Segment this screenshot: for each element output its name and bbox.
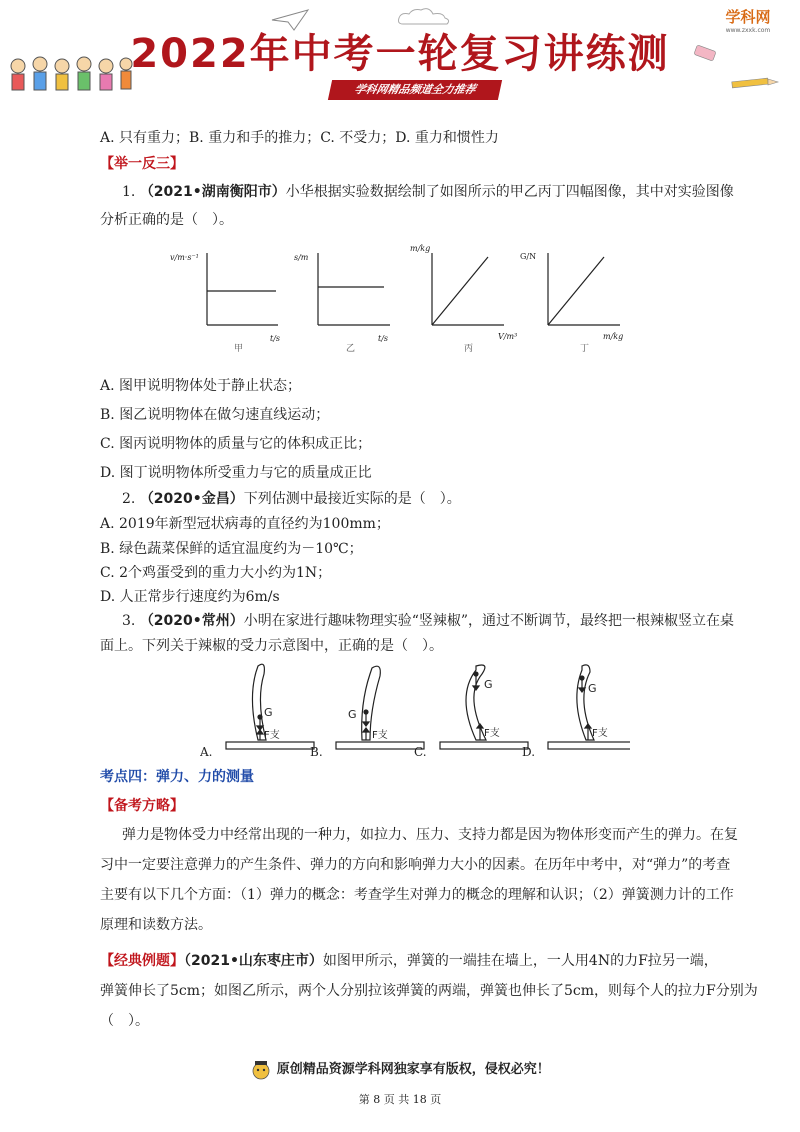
example-text-line1: 如图甲所示，弹簧的一端挂在墙上，一人用4N的力F拉另一端， [322, 953, 718, 969]
q3-source: （2020•常州） [139, 613, 244, 629]
q2-stem [122, 489, 461, 509]
fig-d-table [548, 742, 630, 749]
q2-option-c: C. 2个鸡蛋受到的重力大小约为1N； [100, 565, 332, 581]
fig-b-table [336, 742, 424, 749]
graph-ding-caption: 丁 [580, 344, 590, 354]
page-number: 第 8 页 共 18 页 [358, 1092, 442, 1106]
fig-a-label: A. [200, 745, 213, 759]
graph-yi-caption: 乙 [346, 344, 356, 354]
q1-text-line2: 分析正确的是（ ）。 [100, 212, 233, 228]
fig-c-f-arrow [477, 724, 483, 728]
recommend-banner: 学科网精品频道全力推荐 [328, 80, 502, 100]
fig-d-g-label: G [588, 682, 597, 695]
graph-ding-xlabel: m/kg [603, 332, 624, 341]
example-tag: 【经典例题】 [100, 953, 184, 969]
example-source: （2021•山东枣庄市） [184, 953, 323, 969]
pencil-icon [730, 76, 780, 90]
q1-stem-line1 [122, 182, 734, 202]
xuekewang-logo [718, 6, 778, 34]
example-line1 [100, 951, 718, 971]
example-line2: 弹簧伸长了5cm；如图乙所示，两个人分别拉该弹簧的两端，弹簧也伸长了5cm，则每个人的拉力F分别为 [100, 983, 758, 999]
fig-b-label: B. [310, 745, 323, 759]
graph-bing-xlabel: V/m³ [498, 332, 518, 341]
fig-a-f-label: F支 [264, 730, 280, 741]
page-footer [0, 1058, 800, 1107]
mascot-icon [250, 1059, 272, 1081]
q1-source: （2021•湖南衡阳市） [139, 184, 286, 200]
fig-d-f-arrow [585, 724, 591, 728]
graph-yi-xlabel: t/s [378, 334, 389, 343]
q1-option-d: D. 图丁说明物体所受重力与它的质量成正比 [100, 465, 372, 481]
q1-option-c: C. 图丙说明物体的质量与它的体积成正比； [100, 436, 372, 452]
q2-number: 2. [122, 491, 136, 507]
section-bkfl-heading: 【备考方略】 [100, 798, 184, 814]
fig-d-f-label: F支 [592, 728, 608, 739]
fig-a-f-arrow [257, 730, 263, 734]
q3-text-line2: 面上。下列关于辣椒的受力示意图中，正确的是（ ）。 [100, 638, 443, 654]
para-line4: 原理和读数方法。 [100, 917, 212, 933]
prev-question-options: A. 只有重力；B. 重力和手的推力；C. 不受力；D. 重力和惯性力 [100, 130, 499, 146]
q3-stem-line1 [122, 611, 734, 631]
graph-bing-line [432, 257, 488, 325]
fig-b-g-arrow [363, 722, 369, 726]
fig-c-g-label: G [484, 678, 493, 691]
fig-a-g-label: G [264, 706, 273, 719]
fig-c-table [440, 742, 528, 749]
eraser-icon [692, 44, 718, 62]
q2-source: （2020•金昌） [139, 491, 244, 507]
graph-bing-ylabel: m/kg [410, 244, 431, 253]
q1-option-b: B. 图乙说明物体在做匀速直线运动； [100, 407, 330, 423]
fig-a-table [226, 742, 314, 749]
graph-ding-line [548, 257, 604, 325]
fig-c-f-label: F支 [484, 728, 500, 739]
graph-ding-ylabel: G/N [520, 252, 537, 261]
q1-text-line1: 小华根据实验数据绘制了如图所示的甲乙丙丁四幅图像，其中对实验图像 [285, 184, 734, 200]
q1-option-a: A. 图甲说明物体处于静止状态； [100, 378, 302, 394]
para-line2: 习中一定要注意弹力的产生条件、弹力的方向和影响弹力大小的因素。在历年中考中，对“弹力”的考查 [100, 857, 731, 873]
q2-option-d: D. 人正常步行速度约为6m/s [100, 589, 280, 605]
logo-text: 学科网 [725, 8, 771, 26]
fig-d-label: D. [522, 745, 536, 759]
graph-yi-ylabel: s/m [294, 253, 309, 262]
graph-jia-xlabel: t/s [270, 334, 281, 343]
para-line3: 主要有以下几个方面：（1）弹力的概念：考查学生对弹力的概念的理解和认识；（2）弹簧测力计的工作 [100, 887, 734, 903]
para-line1: 弹力是物体受力中经常出现的一种力，如拉力、压力、支持力都是因为物体形变而产生的弹力。在复 [122, 827, 738, 843]
logo-url: www.zxxk.com [725, 27, 771, 34]
copyright-text: 原创精品资源学科网独家享有版权，侵权必究！ [276, 1062, 550, 1077]
q1-graphs [170, 243, 640, 358]
fig-b-f-arrow [363, 728, 369, 732]
fig-c-label: C. [414, 745, 427, 759]
page-header [0, 0, 800, 110]
copyright-line [0, 1058, 800, 1081]
fig-c-g-arrow [473, 686, 479, 690]
q2-option-b: B. 绿色蔬菜保鲜的适宜温度约为－10℃； [100, 541, 363, 557]
graph-bing-caption: 丙 [464, 344, 474, 354]
page-title: 2022年中考一轮复习讲练测 [130, 31, 670, 77]
fig-b-pepper [362, 666, 381, 740]
fig-b-f-label: F支 [372, 730, 388, 741]
kaodian-heading: 考点四：弹力、力的测量 [100, 769, 254, 785]
graph-jia-caption: 甲 [234, 344, 244, 354]
q3-number: 3. [122, 613, 136, 629]
q1-number: 1. [122, 184, 136, 200]
fig-b-g-label: G [348, 708, 357, 721]
section-jyfs-heading: 【举一反三】 [100, 156, 184, 172]
q3-pepper-figures [200, 660, 630, 760]
q2-text: 下列估测中最接近实际的是（ ）。 [243, 491, 461, 507]
graph-jia-ylabel: v/m·s⁻¹ [170, 253, 199, 262]
q3-text-line1: 小明在家进行趣味物理实验“竖辣椒”，通过不断调节，最终把一根辣椒竖立在桌 [243, 613, 735, 629]
q2-option-a: A. 2019年新型冠状病毒的直径约为100mm； [100, 516, 390, 532]
example-line3: （ ）。 [100, 1013, 149, 1029]
